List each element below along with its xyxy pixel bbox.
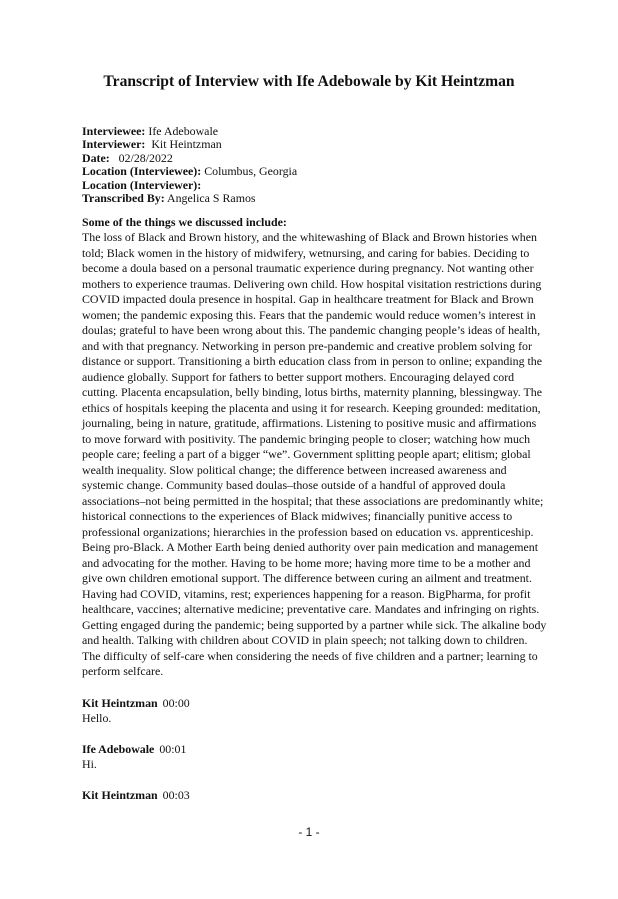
meta-interviewer: [82, 138, 548, 151]
meta-label: Location (Interviewee):: [82, 164, 202, 179]
document-title: Transcript of Interview with Ife Adebowale by Kit Heintzman: [103, 73, 515, 90]
speaker-name: Ife Adebowale: [82, 741, 155, 756]
timestamp: 00:03: [162, 787, 190, 802]
speaker-name: Kit Heintzman: [82, 695, 158, 710]
transcript-turn: [82, 788, 548, 803]
meta-value: Kit Heintzman: [151, 137, 222, 152]
meta-label: Transcribed By:: [82, 191, 165, 206]
meta-label: Interviewer:: [82, 137, 146, 152]
meta-value: Columbus, Georgia: [204, 164, 298, 179]
interview-metadata: [82, 125, 548, 205]
meta-label: Location (Interviewer):: [82, 177, 202, 192]
meta-value: 02/28/2022: [118, 150, 173, 165]
transcript-turn: [82, 696, 548, 726]
topics-paragraph: The loss of Black and Brown history, and the whitewashing of Black and Brown histories when told; Black women in the history of midwifery, wetnursing, and caring for babies. Deciding to become a doula based on a personal traumatic experience during pregnancy. Not wanting other mothers to experience traumas. Delivering own child. How hospital visitation restrictions during COVID impacted doula presence in hospital. Gap in healthcare treatment for Black and Brown women; the pandemic exposing this. Fears that the pandemic would reduce women’s interest in doulas; grateful to have been wrong about this. The pandemic changing people’s ideas of health, and with that pregnancy. Networking in person pre-pandemic and creative problem solving for distance or support. Transitioning a birth education class from in person to online; expanding the audience globally. Support for fathers to better support mothers. Encouraging delayed cord cutting. Placenta encapsulation, belly binding, lotus births, maternity planning, blessingway. The ethics of hospitals keeping the placenta and using it for research. Keeping grounded: meditation, journaling, being in nature, gratitude, affirmations. Listening to positive music and affirmations to move forward with positivity. The pandemic bringing people to closer; watching how much people care; feeling a part of a bigger “we”. Government splitting people apart; elitism; global wealth inequality. Slow political change; the difference between increased awareness and systemic change. Community based doulas–those outside of a handful of approved doula associations–not being permitted in the hospital; that these associations are predominantly white; historical connections to the experiences of Black midwives; financially punitive access to professional organizations; hierarchies in the profession based on education vs. apprenticeship. Being pro-Black. A Mother Earth being denied authority over pain medication and management and advocating for the mother. Having to be home more; having more time to be a mother and give own children emotional support. The difference between curing an ailment and treatment. Having had COVID, vitamins, rest; experiences happening for a reason. BigPharma, for profit healthcare, vaccines; alternative medicine; preventative care. Mandates and infringing on rights. Getting engaged during the pandemic; being supported by a partner while sick. The alkaline body and health. Talking with children about COVID in plain speech; not talking down to children. The difficulty of self-care when considering the needs of five children and a partner; learning to perform selfcare.: [82, 230, 547, 679]
meta-label: Interviewee:: [82, 124, 146, 138]
topics-heading: Some of the things we discussed include:: [82, 215, 287, 230]
meta-interviewee: [82, 125, 548, 138]
page-number: - 1 -: [298, 824, 320, 839]
timestamp: 00:01: [159, 741, 187, 756]
meta-value: Ife Adebowale: [148, 124, 219, 138]
timestamp: 00:00: [162, 695, 190, 710]
meta-value: Angelica S Ramos: [167, 191, 256, 206]
transcript-turn: [82, 742, 548, 772]
meta-location-interviewee: [82, 165, 548, 178]
meta-location-interviewer: [82, 179, 548, 192]
meta-transcribed-by: [82, 192, 548, 205]
meta-label: Date:: [82, 150, 110, 165]
speaker-name: Kit Heintzman: [82, 787, 158, 802]
turn-text: Hi.: [82, 756, 97, 771]
turn-text: Hello.: [82, 710, 112, 725]
meta-date: [82, 152, 548, 165]
